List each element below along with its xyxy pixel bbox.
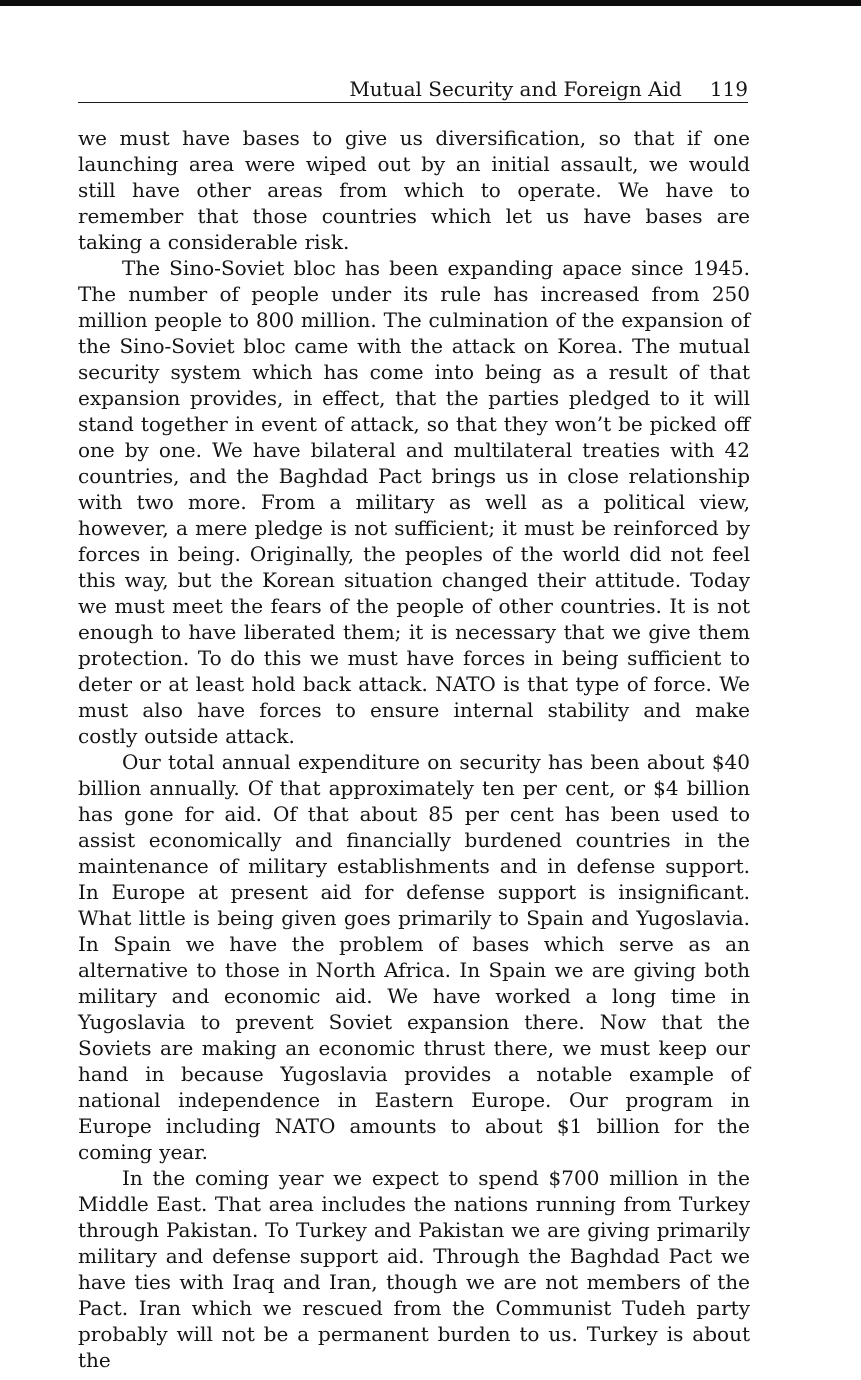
paragraph-sino-soviet-bloc: The Sino-Soviet bloc has been expanding apace since 1945. The number of people under its rule has increased from 250 million people to 800 million. The culmination of the expansion of the Sino-Soviet bloc came with the attack on Korea. The mutual security system which has come into being as a result of that expansion provides, in effect, that the parties pledged to it will stand together in event of attack, so that they won’t be picked off one by one. We have bilateral and multilateral treaties with 42 countries, and the Baghdad Pact brings us in close relationship with two more. From a military as well as a political view, however, a mere pledge is not sufficient; it must be reinforced by forces in being. Originally, the peoples of the world did not feel this way, but the Korean situation changed their attitude. Today we must meet the fears of the people of other countries. It is not enough to have liberated them; it is necessary that we give them protection. To do this we must have forces in being sufficient to deter or at least hold back attack. NATO is that type of force. We must also have forces to ensure internal stability and make costly outside attack. — [78, 256, 750, 748]
page-body — [78, 125, 750, 1373]
paragraph-security-expenditure: Our total annual expenditure on security has been about $40 billion annually. Of that approximately ten per cent, or $4 billion has gone for aid. Of that about 85 per cent has been used to assist economically and financially burdened countries in the maintenance of military establishments and in defense support. In Europe at present aid for defense support is insignificant. What little is being given goes primarily to Spain and Yugoslavia. In Spain we have the problem of bases which serve as an alternative to those in North Africa. In Spain we are giving both military and economic aid. We have worked a long time in Yugoslavia to prevent Soviet expansion there. Now that the Soviets are making an economic thrust there, we must keep our hand in because Yugoslavia provides a notable example of national independence in Eastern Europe. Our program in Europe including NATO amounts to about $1 billion for the coming year. — [78, 750, 750, 1164]
running-head-title: Mutual Security and Foreign Aid — [349, 77, 682, 101]
paragraph-continuation: we must have bases to give us diversification, so that if one launching area were wiped out by an initial assault, we would still have other areas from which to operate. We have to remember that those countries which let us have bases are taking a considerable risk. — [78, 126, 750, 254]
running-head — [78, 76, 748, 103]
page-number: 119 — [709, 77, 748, 101]
scan-top-edge — [0, 0, 861, 6]
paragraph-middle-east: In the coming year we expect to spend $700 million in the Middle East. That area includes the nations running from Turkey through Pakistan. To Turkey and Pakistan we are giving primarily military and defense support aid. Through the Baghdad Pact we have ties with Iraq and Iran, though we are not members of the Pact. Iran which we rescued from the Communist Tudeh party probably will not be a permanent burden to us. Turkey is about the — [78, 1166, 750, 1372]
